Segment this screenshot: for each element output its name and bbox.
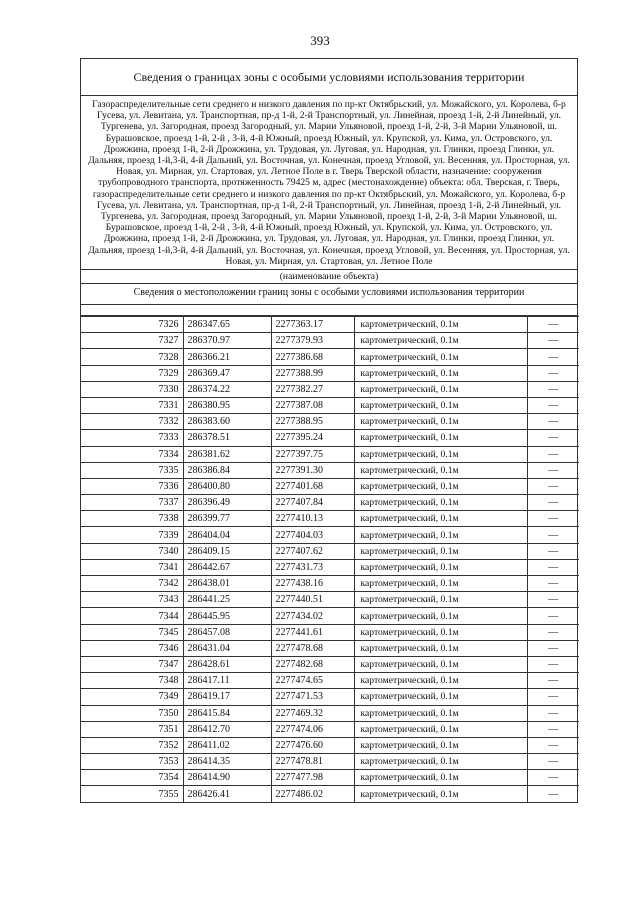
table-row xyxy=(81,656,579,672)
accuracy-description-cell: — xyxy=(527,673,579,689)
table-row xyxy=(81,527,579,543)
accuracy-description-cell: — xyxy=(527,592,579,608)
x-coordinate-cell: 286396.49 xyxy=(183,495,271,511)
point-number-cell: 7330 xyxy=(81,381,183,397)
method-cell: картометрический, 0.1м xyxy=(354,721,527,737)
table-row xyxy=(81,397,579,413)
y-coordinate-cell: 2277397.75 xyxy=(271,446,354,462)
x-coordinate-cell: 286414.90 xyxy=(183,770,271,786)
table-row xyxy=(81,365,579,381)
point-number-cell: 7343 xyxy=(81,592,183,608)
method-cell: картометрический, 0.1м xyxy=(354,414,527,430)
method-cell: картометрический, 0.1м xyxy=(354,737,527,753)
accuracy-description-cell: — xyxy=(527,333,579,349)
accuracy-description-cell: — xyxy=(527,543,579,559)
point-number-cell: 7333 xyxy=(81,430,183,446)
table-row xyxy=(81,576,579,592)
table-row xyxy=(81,317,579,333)
table-row xyxy=(81,495,579,511)
method-cell: картометрический, 0.1м xyxy=(354,349,527,365)
method-cell: картометрический, 0.1м xyxy=(354,673,527,689)
point-number-cell: 7334 xyxy=(81,446,183,462)
point-number-cell: 7336 xyxy=(81,478,183,494)
x-coordinate-cell: 286404.04 xyxy=(183,527,271,543)
method-cell: картометрический, 0.1м xyxy=(354,511,527,527)
y-coordinate-cell: 2277388.99 xyxy=(271,365,354,381)
table-row xyxy=(81,333,579,349)
point-number-cell: 7328 xyxy=(81,349,183,365)
x-coordinate-cell: 286414.35 xyxy=(183,754,271,770)
y-coordinate-cell: 2277382.27 xyxy=(271,381,354,397)
accuracy-description-cell: — xyxy=(527,754,579,770)
method-cell: картометрический, 0.1м xyxy=(354,770,527,786)
method-cell: картометрический, 0.1м xyxy=(354,478,527,494)
method-cell: картометрический, 0.1м xyxy=(354,397,527,413)
x-coordinate-cell: 286419.17 xyxy=(183,689,271,705)
y-coordinate-cell: 2277440.51 xyxy=(271,592,354,608)
table-row xyxy=(81,414,579,430)
point-number-cell: 7348 xyxy=(81,673,183,689)
method-cell: картометрический, 0.1м xyxy=(354,656,527,672)
accuracy-description-cell: — xyxy=(527,608,579,624)
accuracy-description-cell: — xyxy=(527,462,579,478)
coordinates-table xyxy=(81,316,579,802)
y-coordinate-cell: 2277476.60 xyxy=(271,737,354,753)
method-cell: картометрический, 0.1м xyxy=(354,446,527,462)
table-row xyxy=(81,478,579,494)
table-row xyxy=(81,673,579,689)
y-coordinate-cell: 2277387.08 xyxy=(271,397,354,413)
accuracy-description-cell: — xyxy=(527,430,579,446)
y-coordinate-cell: 2277469.32 xyxy=(271,705,354,721)
method-cell: картометрический, 0.1м xyxy=(354,624,527,640)
x-coordinate-cell: 286438.01 xyxy=(183,576,271,592)
accuracy-description-cell: — xyxy=(527,397,579,413)
method-cell: картометрический, 0.1м xyxy=(354,495,527,511)
y-coordinate-cell: 2277386.68 xyxy=(271,349,354,365)
x-coordinate-cell: 286347.65 xyxy=(183,317,271,333)
table-row xyxy=(81,721,579,737)
y-coordinate-cell: 2277401.68 xyxy=(271,478,354,494)
x-coordinate-cell: 286426.41 xyxy=(183,786,271,802)
method-cell: картометрический, 0.1м xyxy=(354,430,527,446)
accuracy-description-cell: — xyxy=(527,381,579,397)
y-coordinate-cell: 2277431.73 xyxy=(271,559,354,575)
x-coordinate-cell: 286380.95 xyxy=(183,397,271,413)
point-number-cell: 7344 xyxy=(81,608,183,624)
x-coordinate-cell: 286386.84 xyxy=(183,462,271,478)
accuracy-description-cell: — xyxy=(527,559,579,575)
accuracy-description-cell: — xyxy=(527,624,579,640)
point-number-cell: 7335 xyxy=(81,462,183,478)
accuracy-description-cell: — xyxy=(527,705,579,721)
y-coordinate-cell: 2277407.62 xyxy=(271,543,354,559)
y-coordinate-cell: 2277379.93 xyxy=(271,333,354,349)
point-number-cell: 7337 xyxy=(81,495,183,511)
table-row xyxy=(81,624,579,640)
y-coordinate-cell: 2277471.53 xyxy=(271,689,354,705)
x-coordinate-cell: 286441.25 xyxy=(183,592,271,608)
method-cell: картометрический, 0.1м xyxy=(354,543,527,559)
table-row xyxy=(81,592,579,608)
point-number-cell: 7342 xyxy=(81,576,183,592)
accuracy-description-cell: — xyxy=(527,640,579,656)
accuracy-description-cell: — xyxy=(527,495,579,511)
table-row xyxy=(81,786,579,802)
method-cell: картометрический, 0.1м xyxy=(354,754,527,770)
table-row xyxy=(81,737,579,753)
accuracy-description-cell: — xyxy=(527,527,579,543)
point-number-cell: 7340 xyxy=(81,543,183,559)
accuracy-description-cell: — xyxy=(527,576,579,592)
point-number-cell: 7326 xyxy=(81,317,183,333)
table-row xyxy=(81,640,579,656)
object-caption: (наименование объекта) xyxy=(81,270,577,284)
accuracy-description-cell: — xyxy=(527,446,579,462)
y-coordinate-cell: 2277478.68 xyxy=(271,640,354,656)
boundary-info-sheet xyxy=(80,58,578,803)
x-coordinate-cell: 286457.08 xyxy=(183,624,271,640)
method-cell: картометрический, 0.1м xyxy=(354,365,527,381)
x-coordinate-cell: 286431.04 xyxy=(183,640,271,656)
x-coordinate-cell: 286383.60 xyxy=(183,414,271,430)
accuracy-description-cell: — xyxy=(527,656,579,672)
point-number-cell: 7350 xyxy=(81,705,183,721)
method-cell: картометрический, 0.1м xyxy=(354,462,527,478)
y-coordinate-cell: 2277438.16 xyxy=(271,576,354,592)
point-number-cell: 7355 xyxy=(81,786,183,802)
point-number-cell: 7349 xyxy=(81,689,183,705)
method-cell: картометрический, 0.1м xyxy=(354,576,527,592)
accuracy-description-cell: — xyxy=(527,365,579,381)
table-row xyxy=(81,689,579,705)
x-coordinate-cell: 286417.11 xyxy=(183,673,271,689)
point-number-cell: 7339 xyxy=(81,527,183,543)
point-number-cell: 7341 xyxy=(81,559,183,575)
y-coordinate-cell: 2277486.02 xyxy=(271,786,354,802)
point-number-cell: 7354 xyxy=(81,770,183,786)
table-row xyxy=(81,770,579,786)
accuracy-description-cell: — xyxy=(527,721,579,737)
y-coordinate-cell: 2277407.84 xyxy=(271,495,354,511)
document-title: Сведения о границах зоны с особыми условиями использования территории xyxy=(81,59,577,96)
y-coordinate-cell: 2277410.13 xyxy=(271,511,354,527)
x-coordinate-cell: 286366.21 xyxy=(183,349,271,365)
x-coordinate-cell: 286409.15 xyxy=(183,543,271,559)
point-number-cell: 7352 xyxy=(81,737,183,753)
point-number-cell: 7332 xyxy=(81,414,183,430)
method-cell: картометрический, 0.1м xyxy=(354,559,527,575)
point-number-cell: 7327 xyxy=(81,333,183,349)
object-description: Газораспределительные сети среднего и низкого давления по пр-кт Октябрьский, ул. Можайского, ул. Королева, б-р Гусева, ул. Левитана, ул. Транспортная, пр-д 1-й, 2-й Транспортный, ул. Линейная, проезд 1-й, 2-й Линейный, ул. Тургенева, ул. Загородная, проезд Загородный, ул. Марии Ульяновой, проезд 1-й, 2-й, 3-й Марии Ульяновой, ш. Бурашовское, проезд 1-й, 2-й , 3-й, 4-й Южный, проезд Южный, ул. Крупской, ул. Кима, ул. Островского, ул. Дрожжина, проезд 1-й, 2-й Дрожжина, ул. Трудовая, ул. Луговая, ул. Народная, ул. Глинки, проезд Глинки, ул. Дальняя, проезд 1-й,3-й, 4-й Дальний, ул. Восточная, ул. Конечная, проезд Угловой, ул. Весенняя, ул. Просторная, ул. Новая, ул. Мирная, ул. Стартовая, ул. Летное Поле в г. Тверь Тверской области, назначение: сооружения трубопроводного транспорта, протяженность 79425 м, адрес (местонахождение) объекта: обл. Тверская, г. Тверь, газораспределительные сети среднего и низкого давления по пр-кт Октябрьский, ул. Можайского, ул. Королева, б-р Гусева, ул. Левитана, ул. Транспортная, пр-д 1-й, 2-й Транспортный, ул. Линейная, проезд 1-й, 2-й Линейный, ул. Тургенева, ул. Загородная, проезд Загородный, ул. Марии Ульяновой, проезд 1-й, 2-й, 3-й Марии Ульяновой, ш. Бурашовское, проезд 1-й, 2-й , 3-й, 4-й Южный, проезд Южный, ул. Крупской, ул. Кима, ул. Островского, ул. Дрожжина, проезд 1-й, 2-й Дрожжина, ул. Трудовая, ул. Луговая, ул. Народная, ул. Глинки, проезд Глинки, ул. Дальняя, проезд 1-й,3-й, 4-й Дальний, ул. Восточная, ул. Конечная, проезд Угловой, ул. Весенняя, ул. Просторная, ул. Новая, ул. Мирная, ул. Стартовая, ул. Летное Поле xyxy=(81,96,577,270)
x-coordinate-cell: 286381.62 xyxy=(183,446,271,462)
point-number-cell: 7353 xyxy=(81,754,183,770)
method-cell: картометрический, 0.1м xyxy=(354,381,527,397)
point-number-cell: 7331 xyxy=(81,397,183,413)
table-row xyxy=(81,349,579,365)
method-cell: картометрический, 0.1м xyxy=(354,333,527,349)
table-row xyxy=(81,430,579,446)
accuracy-description-cell: — xyxy=(527,349,579,365)
table-row xyxy=(81,462,579,478)
accuracy-description-cell: — xyxy=(527,737,579,753)
x-coordinate-cell: 286370.97 xyxy=(183,333,271,349)
method-cell: картометрический, 0.1м xyxy=(354,317,527,333)
y-coordinate-cell: 2277404.03 xyxy=(271,527,354,543)
y-coordinate-cell: 2277474.65 xyxy=(271,673,354,689)
x-coordinate-cell: 286374.22 xyxy=(183,381,271,397)
method-cell: картометрический, 0.1м xyxy=(354,527,527,543)
x-coordinate-cell: 286369.47 xyxy=(183,365,271,381)
y-coordinate-cell: 2277363.17 xyxy=(271,317,354,333)
table-row xyxy=(81,705,579,721)
table-row xyxy=(81,559,579,575)
point-number-cell: 7345 xyxy=(81,624,183,640)
y-coordinate-cell: 2277395.24 xyxy=(271,430,354,446)
x-coordinate-cell: 286411.02 xyxy=(183,737,271,753)
y-coordinate-cell: 2277391.30 xyxy=(271,462,354,478)
x-coordinate-cell: 286428.61 xyxy=(183,656,271,672)
point-number-cell: 7347 xyxy=(81,656,183,672)
x-coordinate-cell: 286415.84 xyxy=(183,705,271,721)
table-row xyxy=(81,754,579,770)
accuracy-description-cell: — xyxy=(527,770,579,786)
accuracy-description-cell: — xyxy=(527,414,579,430)
table-row xyxy=(81,543,579,559)
table-row xyxy=(81,381,579,397)
y-coordinate-cell: 2277482.68 xyxy=(271,656,354,672)
y-coordinate-cell: 2277478.81 xyxy=(271,754,354,770)
accuracy-description-cell: — xyxy=(527,511,579,527)
x-coordinate-cell: 286399.77 xyxy=(183,511,271,527)
point-number-cell: 7346 xyxy=(81,640,183,656)
y-coordinate-cell: 2277434.02 xyxy=(271,608,354,624)
y-coordinate-cell: 2277477.98 xyxy=(271,770,354,786)
table-row xyxy=(81,511,579,527)
point-number-cell: 7351 xyxy=(81,721,183,737)
table-header-spacer xyxy=(81,305,577,316)
method-cell: картометрический, 0.1м xyxy=(354,608,527,624)
coordinates-table-body xyxy=(81,317,579,803)
x-coordinate-cell: 286445.95 xyxy=(183,608,271,624)
method-cell: картометрический, 0.1м xyxy=(354,640,527,656)
x-coordinate-cell: 286378.51 xyxy=(183,430,271,446)
method-cell: картометрический, 0.1м xyxy=(354,689,527,705)
section-title: Сведения о местоположении границ зоны с особыми условиями использования территории xyxy=(81,284,577,305)
accuracy-description-cell: — xyxy=(527,786,579,802)
point-number-cell: 7338 xyxy=(81,511,183,527)
method-cell: картометрический, 0.1м xyxy=(354,786,527,802)
x-coordinate-cell: 286442.67 xyxy=(183,559,271,575)
y-coordinate-cell: 2277388.95 xyxy=(271,414,354,430)
accuracy-description-cell: — xyxy=(527,317,579,333)
page-number: 393 xyxy=(310,33,330,48)
point-number-cell: 7329 xyxy=(81,365,183,381)
method-cell: картометрический, 0.1м xyxy=(354,592,527,608)
accuracy-description-cell: — xyxy=(527,689,579,705)
x-coordinate-cell: 286400.80 xyxy=(183,478,271,494)
method-cell: картометрический, 0.1м xyxy=(354,705,527,721)
table-row xyxy=(81,446,579,462)
table-row xyxy=(81,608,579,624)
accuracy-description-cell: — xyxy=(527,478,579,494)
x-coordinate-cell: 286412.70 xyxy=(183,721,271,737)
y-coordinate-cell: 2277474.06 xyxy=(271,721,354,737)
y-coordinate-cell: 2277441.61 xyxy=(271,624,354,640)
